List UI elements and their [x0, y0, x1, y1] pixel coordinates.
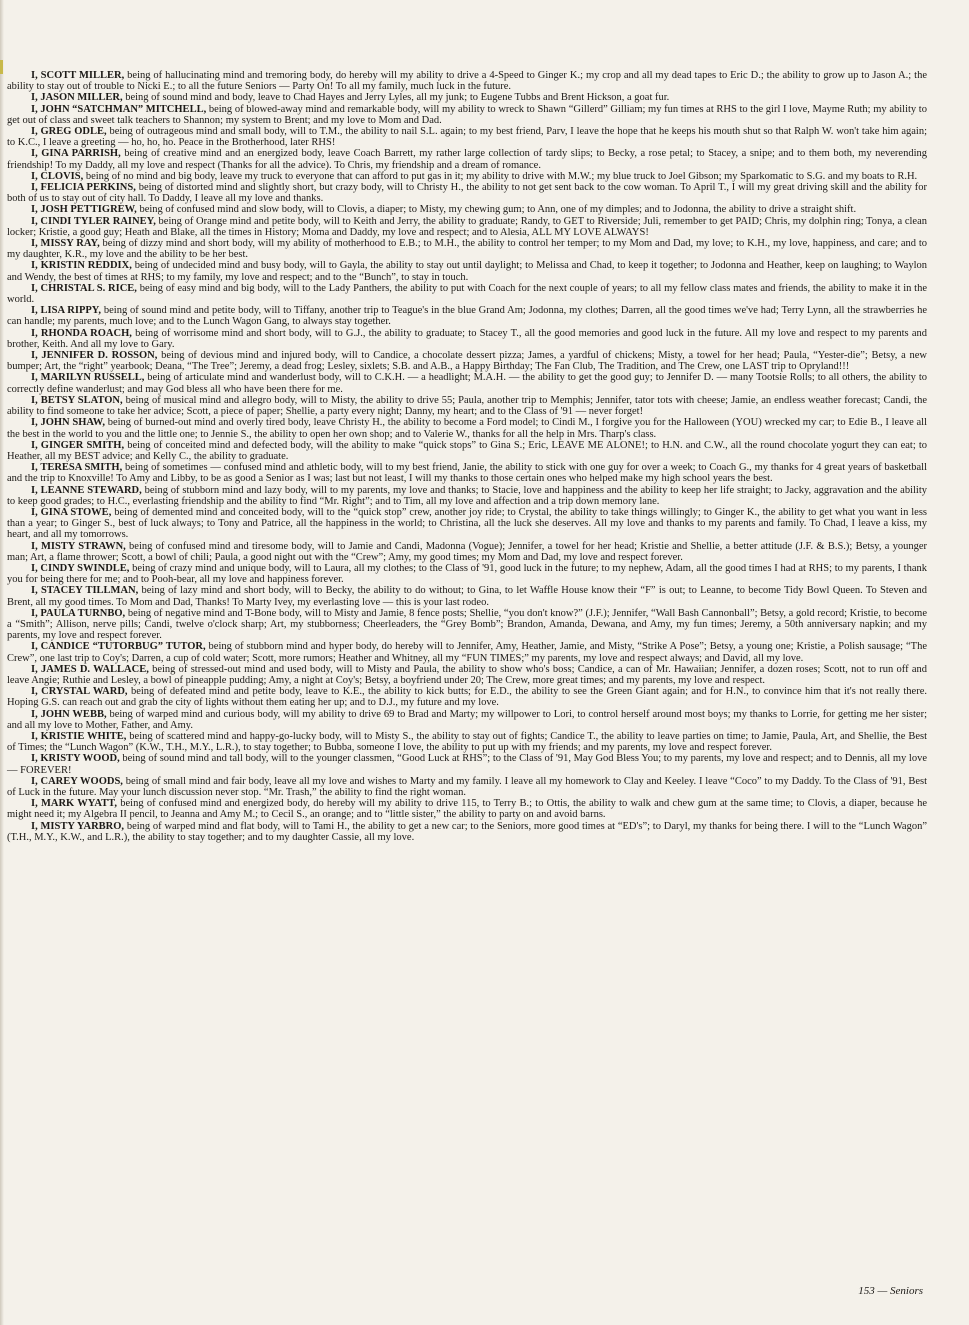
senior-name: I, JAMES D. WALLACE,	[31, 663, 149, 675]
will-text: being of devious mind and injured body, will to Candice, a chocolate dessert pizza; James, a yardful of chickens; Misty, a towel for her head; Paula, “Yester-die”; Betsy, a new bumper; Art, the “right” yearbook; Deana, “The Tree”; Jeremy, a dead frog; Lesley, sixlets; S.B. and A.B., a Happy Birthday; The Fan Club, The Tradition, and The Crew, one LAST trip to Opryland!!!	[7, 350, 928, 373]
senior-name: I, JOHN “SATCHMAN” MITCHELL,	[31, 103, 207, 115]
will-text: being of stubborn mind and hyper body, do hereby will to Jennifer, Amy, Heather, Jamie, and Misty, “Strike A Pose”; Betsy, a young one; Kristie, a Polish sausage; “The Crew”, one last trip to Coy's; Darren, a cup of cold water; Scott, more rumors; Heather and Whitney, all my “FUN TIMES;” my parents, my love and respect always; and David, all my love.	[7, 641, 927, 664]
will-text: being of burned-out mind and overly tired body, leave Christy H., the ability to become a Ford model; to Cindi M., I forgive you for the Halloween (YOU) wrecked my car; to Edie B., I leave all the best in the world to you and the little one; to Jennie S., the ability to open her own shop; and to Valerie W., thanks for all the help in Mrs. Tharp's class.	[7, 417, 927, 440]
will-text: being of negative mind and T-Bone body, will to Misty and Jamie, 8 fence posts; Shellie, “you don't know?” (J.F.); Jennifer, “Wall Bash Cannonball”; Betsy, a gold record; Kristie, to become a “Smith”; Allison, nerve pills; Candi, twelve o'clock sharp; Art, my stubborness; Cheerleaders, the “Grey Bomb”; Brandon, Amanda, Dewana, and Amy, my fun times; Jeremy, a 50th anniversary napkin; and my parents, my love and respect forever.	[7, 607, 927, 642]
will-entry	[7, 541, 927, 563]
senior-name: I, JENNIFER D. ROSSON,	[31, 350, 158, 362]
will-entry	[7, 372, 927, 394]
senior-name: I, MISSY RAY,	[31, 238, 100, 250]
senior-name: I, SCOTT MILLER,	[31, 70, 125, 81]
senior-name: I, CINDI TYLER RAINEY,	[31, 215, 156, 227]
page-footer: 153 — Seniors	[858, 1285, 923, 1297]
will-text: being of hallucinating mind and tremoring body, do hereby will my ability to drive a 4-Speed to Ginger K.; my crop and all my dead tapes to Eric D.; the ability to grow up to Jason A.; the ability to stay out of trouble to Nicki E.; to all the future Seniors — Party On! To all my family, much luck in the future.	[7, 70, 927, 93]
senior-name: I, CAREY WOODS,	[31, 775, 123, 787]
will-entry	[7, 171, 927, 182]
will-text: being of easy mind and big body, will to the Lady Panthers, the ability to put with Coach for the next couple of years; to all my fellow class mates and friends, the ability to make it in the world.	[7, 282, 928, 306]
will-entry	[7, 798, 927, 820]
will-entry	[7, 686, 927, 708]
senior-name: I, STACEY TILLMAN,	[31, 585, 139, 597]
senior-name: I, MISTY YARBRO,	[31, 820, 125, 832]
will-text: being of conceited mind and defected body, will the ability to make “quick stops” to Gina S.; Eric, LEAVE ME ALONE!; to H.N. and C.W., all the round chocolate yogurt they can eat; to Heather, all my BEST advice; and Kelly C., the ability to graduate.	[7, 439, 927, 462]
will-entry	[7, 417, 927, 439]
will-text: being of outrageous mind and small body, will to T.M., the ability to nail S.L. again; to my best friend, Parv, I leave the hope that he keeps his mouth shut so that Ralph W. won't take him again; to K.C., I leave a greeting — ho, ho, ho. Peace in the Brotherhood, later RHS!	[7, 126, 927, 149]
senior-name: I, KRISTIE WHITE,	[31, 730, 127, 742]
will-text: being of small mind and fair body, leave all my love and wishes to Marty and my family. I leave all my homework to Clay and Keeley. I leave “Coco” to my Daddy. To the Class of '91, Best of Luck in the future. May your lunch discussion never stop. “Mr. Trash,” the ability to find the right woman.	[7, 775, 927, 798]
will-text: being of articulate mind and wanderlust body, will to C.K.H. — a headlight; M.A.H. — the ability to get the good guy; to Jennifer D. — many Tootsie Rolls; to all others, the ability to correctly define wanderlust; and may God bless all who have been there for me.	[7, 372, 927, 395]
will-entry	[7, 182, 927, 204]
will-entry	[7, 641, 927, 663]
senior-name: I, JASON MILLER,	[31, 92, 123, 104]
will-text: being of demented mind and conceited body, will to the “quick stop” crew, another joy ride; to Crystal, the ability to take things willingly; to Ginger K., the ability to get what you want in less than a year; to Ginger S., best of luck always; to Tony and Patrice, all the happiness in the world; to Christina, all the luck she deserves. All my love and thanks to my parents and family. To Chad, I leave a kiss, my heart, and all my tomorrows.	[7, 506, 928, 541]
will-entry	[7, 328, 927, 350]
will-text: being of confused mind and slow body, will to Clovis, a diaper; to Misty, my chewing gum; to Ann, one of my dimples; and to Jodonna, the ability to drive a straight shift.	[136, 204, 857, 216]
will-entry	[7, 104, 927, 126]
senior-name: I, RHONDA ROACH,	[31, 327, 132, 339]
will-entry	[7, 563, 927, 585]
page-edge	[0, 0, 4, 1325]
senior-name: I, LEANNE STEWARD,	[31, 484, 142, 496]
will-entry	[7, 350, 927, 372]
will-entry	[7, 709, 927, 731]
will-text: being of worrisome mind and short body, will to G.J., the ability to graduate; to Stacey T., all the good memories and good luck in the future. All my love and respect to my parents and brother, Keith. And all my love to Gary.	[7, 327, 927, 350]
will-entry	[7, 731, 927, 753]
senior-name: I, CHRISTAL S. RICE,	[31, 282, 137, 294]
will-text: being of stressed-out mind and used body, will to Misty and Paula, the ability to show who's boss; Candice, a can of Mr. Hawaiian; Jennifer, a dozen roses; Scott, not to run off and leave Angie; Ruthie and Lesley, a bowl of pineapple pudding; Amy, a night at Coy's; Betsy, a boyfriend under 20; The Crew, more great times; and my parents, my love and respect.	[7, 663, 927, 686]
will-text: being of sometimes — confused mind and athletic body, will to my best friend, Janie, the ability to stick with one guy for over a week; to Coach G., my thanks for 4 great years of basketball and the trip to Knoxville! To Amy and Libby, to be as good a Senior as I was; last but not least, I will my thanks to those certain ones who helped make my high school years the best.	[7, 462, 927, 485]
will-entry	[7, 238, 927, 260]
will-entry	[7, 216, 927, 238]
senior-name: I, TERESA SMITH,	[31, 462, 123, 474]
will-text: being of sound mind and petite body, will to Tiffany, another trip to Teague's in the blue Grand Am; Jodonna, my clothes; Darren, all the good times we've had; Terry Lynn, all the strawberries he can handle; my parents, much love; and to the Lunch Wagon Gang, to always stay together.	[7, 305, 927, 328]
will-text: being of warped mind and flat body, will to Tami H., the ability to get a new car; to the Seniors, more good times at “ED's”; to Daryl, my thanks for being there. I will to the “Lunch Wagon” (T.H., M.Y., K.W., and L.R.), the ability to stay together; and to my daughter Cassie, all my love.	[7, 820, 927, 843]
will-entry	[7, 70, 927, 92]
edge-mark	[0, 60, 3, 74]
senior-name: I, JOSH PETTIGREW,	[31, 204, 137, 216]
will-text: being of sound mind and tall body, will to the younger classmen, “Good Luck at RHS”; to the Class of '91, May God Bless You; to my parents, my love and respect; and to Dennis, all my love — FOREVER!	[7, 753, 927, 776]
senior-name: I, MISTY STRAWN,	[31, 540, 126, 552]
will-entry	[7, 485, 927, 507]
will-text: being of musical mind and allegro body, will to Misty, the ability to drive 55; Paula, another trip to Memphis; Jennifer, tator tots with cheese; Jamie, an endless weather forecast; Candi, the ability to find someone to take her advice; Scott, a piece of paper; Shellie, a party every night; Danny, my heart; and to the Class of '91 — never forget!	[7, 394, 928, 418]
will-text: being of undecided mind and busy body, will to Gayla, the ability to stay out until daylight; to Melissa and Chad, to keep it together; to Jodonna and Heather, keep on laughing; to Waylon and Wendy, the best of times at RHS; to my family, my love and respect; and to the “Bunch”, to stay in touch.	[7, 260, 928, 283]
will-entry	[7, 440, 927, 462]
senior-name: I, KRISTIN REDDIX,	[31, 260, 132, 272]
will-entry	[7, 664, 927, 686]
will-text: being of scattered mind and happy-go-lucky body, will to Misty S., the ability to stay out of fights; Candice T., the ability to leave parties on time; to Jamie, Paula, Art, and Shellie, the Best of Times; the “Lunch Wagon” (K.W., T.H., M.Y., L.R.), to stay together; to Bubba, someone I love, the ability to put up with my friends; and my parents, my love and respect forever.	[7, 730, 927, 754]
senior-name: I, KRISTY WOOD,	[31, 753, 120, 765]
senior-name: I, CANDICE “TUTORBUG” TUTOR,	[31, 641, 206, 653]
senior-name: I, GINA STOWE,	[31, 506, 112, 518]
senior-name: I, JOHN SHAW,	[31, 417, 105, 429]
senior-name: I, GINGER SMITH,	[31, 439, 125, 451]
will-entry	[7, 507, 927, 541]
senior-name: I, PAULA TURNBO,	[31, 607, 126, 619]
senior-name: I, JOHN WEBB,	[31, 708, 107, 720]
senior-name: I, FELICIA PERKINS,	[31, 182, 136, 194]
will-text: being of confused mind and energized body, do hereby will my ability to drive 115, to Terry B.; to Ottis, the ability to walk and chew gum at the same time; to Clovis, a diaper, because he might need it; my Algebra II pencil, to Jeanna and Amy M.; to Cecil S., an orange; and to “little sister,” the ability to party on and avoid barns.	[7, 798, 927, 821]
will-text: being of creative mind and an energized body, leave Coach Barrett, my rather large collection of tardy slips; to Becky, a rose petal; to Stacey, a snipe; and to them both, my neverending friendship! To my Daddy, all my love and respect (Thanks for all the advice). To Chris, my friendship and a dream of romance.	[7, 148, 927, 171]
will-text: being of distorted mind and slightly short, but crazy body, will to Christy H., the ability to not get sent back to the cow woman. To April T., I will my great driving skill and the ability for both of us to stay out of city hall. To Daddy, I leave all my love and thanks.	[7, 182, 927, 205]
will-entry	[7, 821, 927, 843]
will-text: being of stubborn mind and lazy body, will to my parents, my love and thanks; to Stacie, love and happiness and the ability to keep her life straight; to Jacky, aggravation and the ability to keep good grades; to H.C., everlasting friendship and the ability to find “Mr. Right”; and to Tim, all my love and affection and a trip down memory lane.	[7, 484, 927, 507]
will-entry	[7, 776, 927, 798]
will-entry	[7, 753, 927, 775]
will-text: being of Orange mind and petite body, will to Keith and Jerry, the ability to graduate; Randy, to GET to Riverside; Juli, remember to get PAID; Chris, my dolphin ring; Tonya, a clean locker; Kristie, a good guy; Heath and Blake, all the times in History; Moma and Daddy, my love and respect; and to Alesia, ALL MY LOVE ALWAYS!	[7, 215, 928, 238]
will-entry	[7, 395, 927, 417]
will-text: being of blowed-away mind and remarkable body, will my ability to wreck to Shawn “Gillerd” Gilliam; my fun times at RHS to the girl I love, Mayme Ruth; my ability to get out of class and sweet talk teachers to Shannon; my system to Brent; and my love to Mom and Dad.	[7, 103, 927, 126]
will-entry	[7, 204, 927, 215]
will-entry	[7, 585, 927, 607]
will-entry	[7, 126, 927, 148]
will-entry	[7, 305, 927, 327]
senior-name: I, CLOVIS,	[31, 170, 84, 182]
senior-name: I, MARK WYATT,	[31, 798, 118, 810]
will-text: being of lazy mind and short body, will to Becky, the ability to do without; to Gina, to let Waffle House know their “F” is out; to Leanne, to become Tidy Bowl Queen. To Steven and Brent, all my good times. To Mom and Dad, Thanks! To Marty Ivey, my everlasting love — this is your last rodeo.	[7, 585, 927, 608]
senior-name: I, GREG ODLE,	[31, 126, 107, 138]
senior-name: I, LISA RIPPY,	[31, 305, 102, 317]
will-entry	[7, 92, 927, 103]
will-text: being of dizzy mind and short body, will my ability of motherhood to E.B.; to M.H., the ability to control her temper; to my Mom and Dad, my love; to K.H., my love, happiness, and care; and to my daughter, K.R., my love and the ability to be her best.	[7, 238, 927, 261]
will-entry	[7, 260, 927, 282]
will-text: being of defeated mind and petite body, leave to K.E., the ability to kick butts; for E.D., the ability to see the Green Giant again; and for H.N., to convince him that it's not really there. Hoping G.S. can reach out and grab the city of lights without them eating her up; and to D.J., my future and my love.	[7, 686, 927, 709]
senior-name: I, CRYSTAL WARD,	[31, 686, 128, 698]
senior-name: I, CINDY SWINDLE,	[31, 562, 130, 574]
will-text: being of warped mind and curious body, will my ability to drive 69 to Brad and Marty; my willpower to Lori, to control herself around most boys; my thanks to Lorrie, for getting me her sister; and all my love to Mother, Father, and Amy.	[7, 708, 927, 731]
will-text: being of crazy mind and unique body, will to Laura, all my clothes; to the Class of '91, good luck in the future; to my nephew, Adam, all the good times I had at RHS; to my parents, I thank you for being there for me; and to Pooh-bear, all my love and happiness forever.	[7, 562, 927, 586]
will-entry	[7, 608, 927, 642]
senior-name: I, MARILYN RUSSELL,	[31, 372, 145, 384]
will-text: being of confused mind and tiresome body, will to Jamie and Candi, Madonna (Vogue); Jennifer, a towel for her head; Kristie and Shellie, a better attitude (J.F. & B.S.); Betsy, a younger man; Art, a flame thrower; Scott, a bowl of chili; Paula, a good night out with the “Crew”; Amy, my good times; my Mom and Dad, my love and respect forever.	[7, 540, 928, 563]
will-entry	[7, 462, 927, 484]
senior-wills-text	[7, 70, 927, 843]
will-entry	[7, 148, 927, 170]
will-text: being of no mind and big body, leave my truck to everyone that can afford to put gas in it; my ability to drive with M.W.; my blue truck to Joel Gibson; my Sparkomatic to S.G. and my boats to R.H.	[83, 170, 918, 182]
senior-name: I, BETSY SLATON,	[31, 394, 123, 406]
will-entry	[7, 283, 927, 305]
senior-name: I, GINA PARRISH,	[31, 148, 121, 160]
will-text: being of sound mind and body, leave to Chad Hayes and Jerry Lyles, all my junk; to Eugene Tubbs and Brent Hickson, a goat fur.	[122, 92, 670, 104]
